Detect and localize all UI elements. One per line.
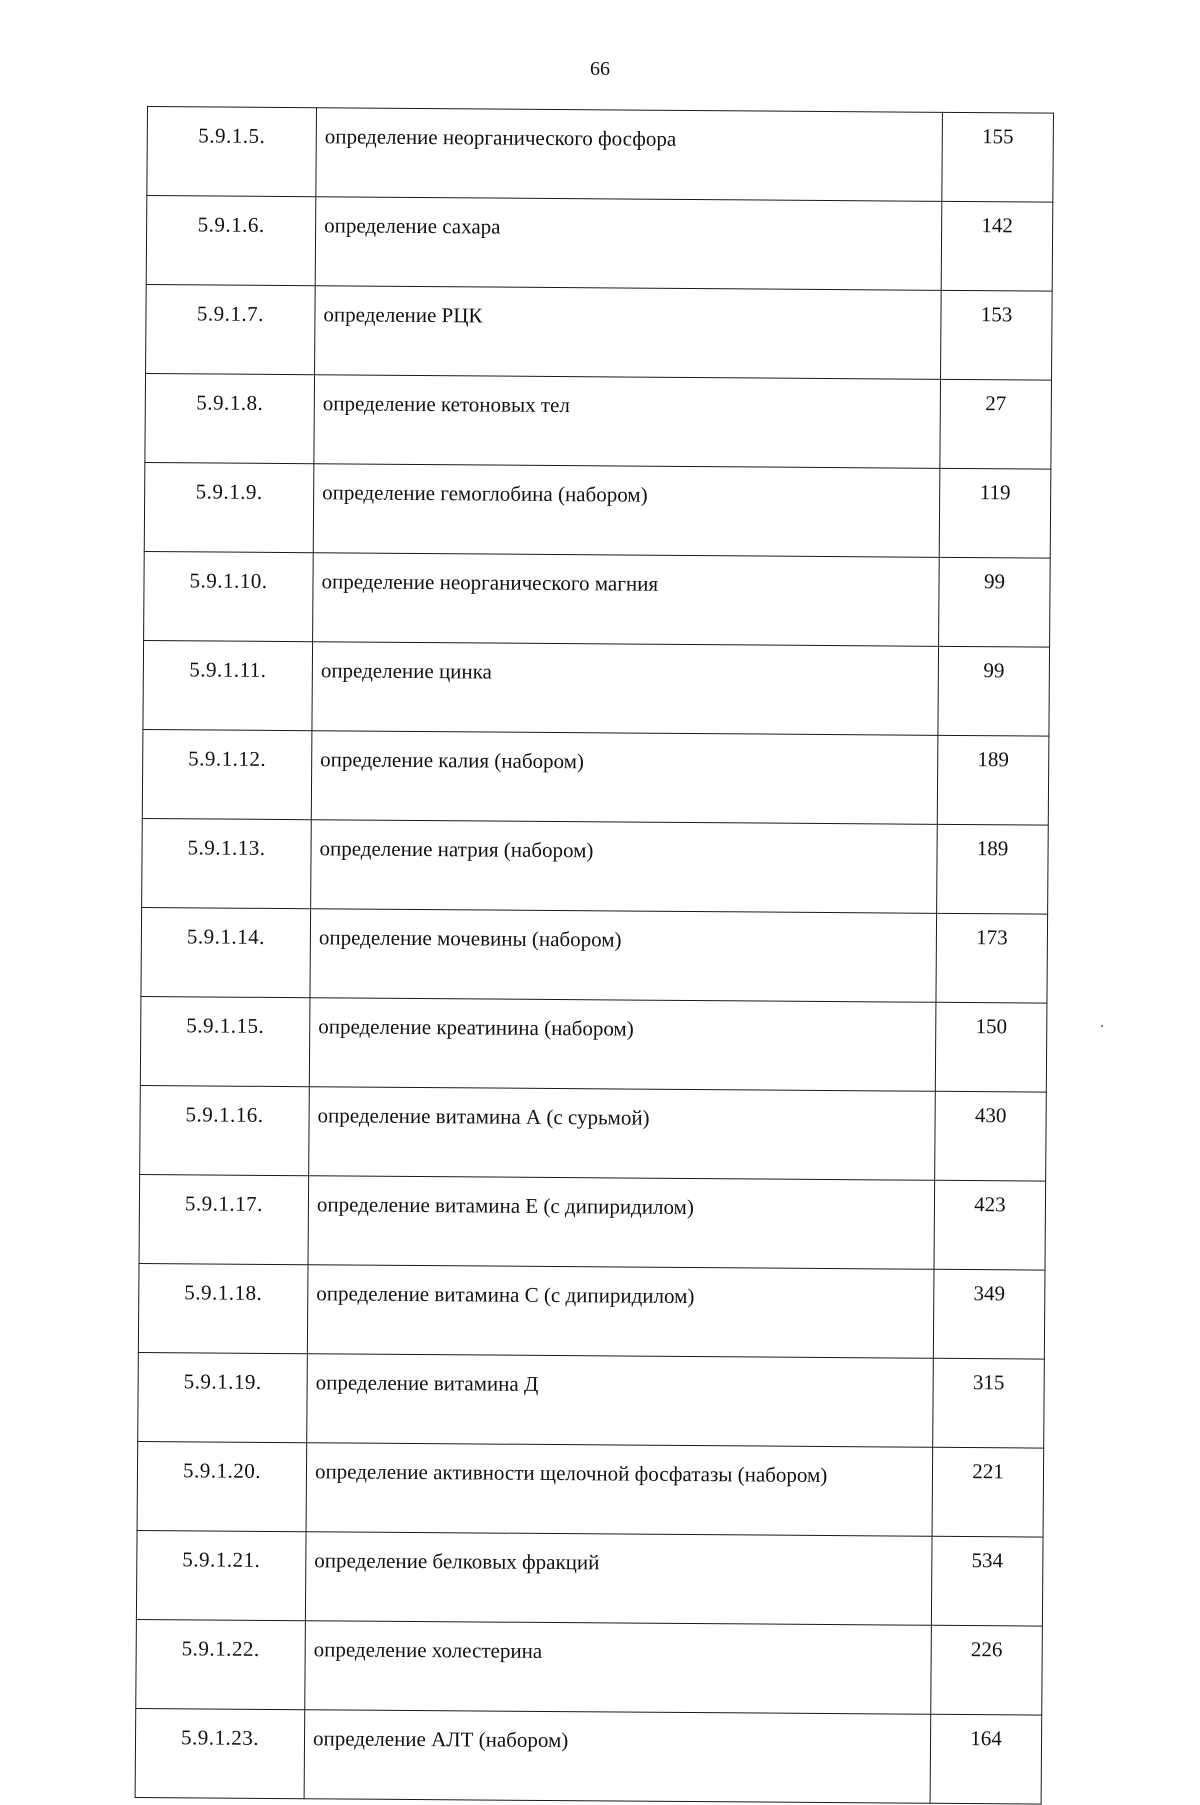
table-row [139,1174,1046,1270]
table-row [146,196,1053,292]
row-name-cell: определение кетоновых тел [314,375,941,469]
table-row [143,640,1050,736]
row-price-cell: 142 [941,201,1053,291]
table-row [144,551,1051,647]
row-price-cell: 349 [933,1269,1045,1359]
row-code-cell: 5.9.1.22. [136,1619,306,1709]
row-price-cell: 189 [937,735,1049,825]
table-row [141,907,1048,1003]
table-row [142,818,1049,914]
row-code-cell: 5.9.1.20. [137,1441,307,1531]
row-price-cell: 27 [940,379,1052,469]
row-price-cell: 226 [931,1625,1043,1715]
row-name-cell: определение калия (набором) [311,731,938,825]
row-code-cell: 5.9.1.9. [144,462,314,552]
row-price-cell: 164 [930,1714,1042,1804]
row-code-cell: 5.9.1.14. [141,907,311,997]
row-price-cell: 173 [936,913,1048,1003]
row-code-cell: 5.9.1.21. [136,1530,306,1620]
row-code-cell: 5.9.1.23. [135,1708,305,1798]
row-name-cell: определение креатинина (набором) [309,998,936,1092]
row-name-cell: определение витамина С (с дипиридилом) [307,1265,934,1359]
row-name-cell: определение натрия (набором) [311,820,938,914]
table-row [138,1352,1045,1448]
row-price-cell: 430 [935,1091,1047,1181]
row-name-cell: определение активности щелочной фосфатазы (набором) [306,1443,933,1537]
row-code-cell: 5.9.1.19. [138,1352,308,1442]
row-name-cell: определение неорганического фосфора [316,108,943,202]
table-row [147,107,1054,203]
row-code-cell: 5.9.1.7. [146,284,316,374]
row-code-cell: 5.9.1.18. [138,1263,308,1353]
table-row [146,284,1053,380]
row-name-cell: определение АЛТ (набором) [304,1710,931,1804]
row-code-cell: 5.9.1.10. [144,551,314,641]
row-price-cell: 315 [933,1358,1045,1448]
row-code-cell: 5.9.1.12. [142,729,312,819]
row-name-cell: определение витамина Д [307,1354,934,1448]
row-code-cell: 5.9.1.8. [145,373,315,463]
row-name-cell: определение витамина Е (с дипиридилом) [308,1176,935,1270]
row-name-cell: определение белковых фракций [305,1532,932,1626]
row-code-cell: 5.9.1.13. [142,818,312,908]
price-table-body [135,107,1053,1805]
table-row [144,462,1051,558]
table-row [137,1441,1044,1537]
row-price-cell: 189 [937,824,1049,914]
row-code-cell: 5.9.1.15. [140,996,310,1086]
row-name-cell: определение мочевины (набором) [310,909,937,1003]
row-price-cell: 153 [941,290,1053,380]
table-row [135,1708,1042,1804]
row-price-cell: 99 [938,646,1050,736]
row-price-cell: 99 [939,557,1051,647]
row-price-cell: 155 [942,112,1054,202]
page-number: 66 [590,58,610,80]
row-name-cell: определение РЦК [315,286,942,380]
row-code-cell: 5.9.1.11. [143,640,313,730]
row-code-cell: 5.9.1.17. [139,1174,309,1264]
row-price-cell: 534 [931,1536,1043,1626]
row-name-cell: определение гемоглобина (набором) [313,464,940,558]
row-code-cell: 5.9.1.5. [147,107,317,197]
scan-speck [1101,1025,1103,1027]
row-name-cell: определение неорганического магния [313,553,940,647]
row-price-cell: 423 [934,1180,1046,1270]
row-code-cell: 5.9.1.16. [140,1085,310,1175]
price-table [135,106,1054,1805]
row-code-cell: 5.9.1.6. [146,196,316,286]
table-row [142,729,1049,825]
row-name-cell: определение холестерина [305,1621,932,1715]
row-name-cell: определение цинка [312,642,939,736]
table-row [140,996,1047,1092]
table-row [138,1263,1045,1359]
row-name-cell: определение сахара [315,197,942,291]
row-price-cell: 119 [939,468,1051,558]
row-name-cell: определение витамина А (с сурьмой) [309,1087,936,1181]
table-row [145,373,1052,469]
row-price-cell: 221 [932,1447,1044,1537]
table-row [140,1085,1047,1181]
table-row [136,1619,1043,1715]
row-price-cell: 150 [935,1002,1047,1092]
price-table-container [135,106,1054,1805]
table-row [136,1530,1043,1626]
